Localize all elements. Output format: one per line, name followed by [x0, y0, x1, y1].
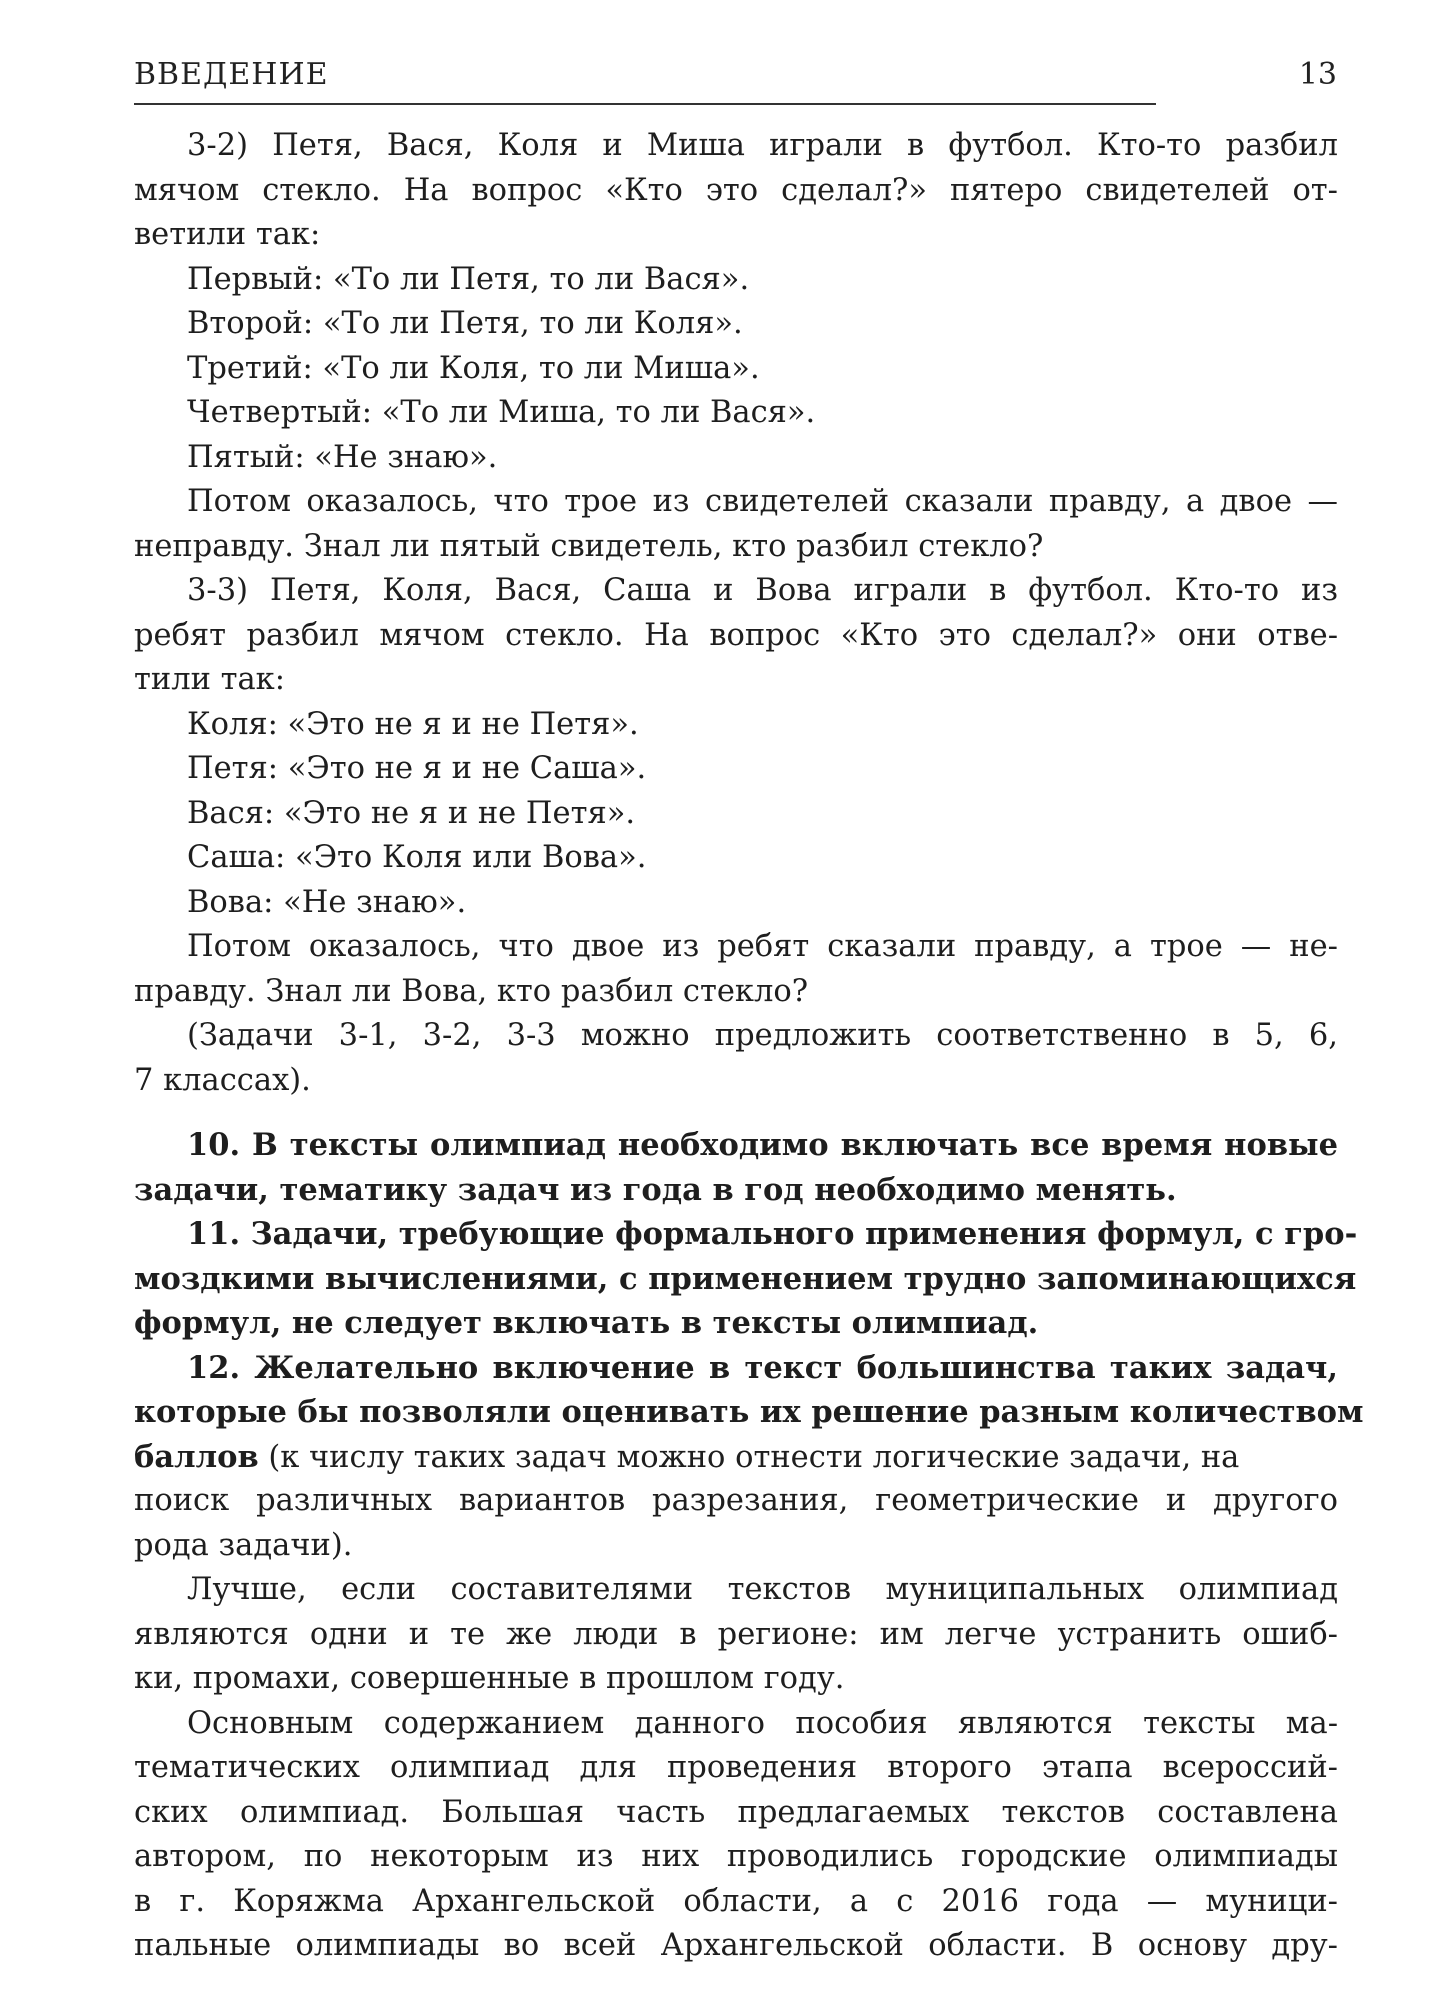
problem-3-2	[134, 124, 1338, 569]
text-line: 3-2) Петя, Вася, Коля и Миша играли в футбол. Кто-то разбил	[187, 128, 1338, 163]
witness-statement: Вася: «Это не я и не Петя».	[187, 795, 636, 831]
text-line: Основным содержанием данного пособия являются тексты ма-	[187, 1705, 1338, 1741]
bold-text-line: которые бы позволяли оценивать их решение разным количеством	[134, 1394, 1364, 1430]
rule-11	[134, 1212, 1358, 1346]
bold-word: баллов	[134, 1438, 259, 1475]
paragraph-authors	[134, 1568, 1338, 1702]
text-line: 7 классах).	[134, 1062, 311, 1098]
text-line: ветили так:	[134, 217, 321, 252]
bold-text-line: моздкими вычислениями, с применением трудно запоминающихся	[134, 1260, 1357, 1297]
paragraph-gap	[134, 1103, 1338, 1123]
text-line: Потом оказалось, что двое из ребят сказали правду, а трое — не-	[187, 929, 1338, 964]
bold-text-line: 11. Задачи, требующие формального применения формул, с гро-	[187, 1216, 1358, 1252]
problem-3-3	[134, 569, 1338, 1103]
witness-statement: Пятый: «Не знаю».	[187, 439, 498, 475]
text-line: тили так:	[134, 662, 285, 697]
mixed-text-line	[134, 1435, 1338, 1480]
header-divider	[134, 103, 1156, 105]
rule-12	[134, 1346, 1364, 1569]
text-line: в г. Коряжма Архангельской области, а с 2016 года — муници-	[134, 1883, 1338, 1919]
text-line: мячом стекло. На вопрос «Кто это сделал?» пятеро свидетелей от-	[134, 172, 1338, 208]
text-line: 3-3) Петя, Коля, Вася, Саша и Вова играли в футбол. Кто-то из	[187, 573, 1338, 608]
text-line: ских олимпиад. Большая часть предлагаемых текстов составлена	[134, 1794, 1338, 1830]
text-line: правду. Знал ли Вова, кто разбил стекло?	[134, 973, 809, 1009]
text-line: автором, по некоторым из них проводились городские олимпиады	[134, 1839, 1338, 1874]
running-header-title: ВВЕДЕНИЕ	[134, 57, 329, 92]
witness-statement: Третий: «То ли Коля, то ли Миша».	[187, 350, 760, 386]
text-line: поиск различных вариантов разрезания, геометрические и другого	[134, 1483, 1338, 1518]
witness-statement: Первый: «То ли Петя, то ли Вася».	[187, 261, 750, 297]
text-line: тематических олимпиад для проведения второго этапа всероссий-	[134, 1750, 1338, 1785]
bold-text-line: задачи, тематику задач из года в год необходимо менять.	[134, 1171, 1177, 1208]
witness-statement: Коля: «Это не я и не Петя».	[187, 706, 639, 742]
witness-statement: Петя: «Это не я и не Саша».	[187, 751, 647, 786]
text-line: ребят разбил мячом стекло. На вопрос «Кто это сделал?» они отве-	[134, 617, 1338, 653]
text-line: Потом оказалось, что трое из свидетелей сказали правду, а двое —	[187, 484, 1338, 519]
text-line: неправду. Знал ли пятый свидетель, кто разбил стекло?	[134, 528, 1044, 564]
page-number: 13	[1298, 57, 1337, 92]
text-line: ки, промахи, совершенные в прошлом году.	[134, 1661, 845, 1696]
page-body	[134, 124, 1364, 1969]
text-line: (Задачи 3-1, 3-2, 3-3 можно предложить соответственно в 5, 6,	[187, 1018, 1338, 1053]
bold-text-line: 10. В тексты олимпиад необходимо включать все время новые	[187, 1127, 1338, 1163]
rule-10	[134, 1123, 1338, 1212]
witness-statement: Саша: «Это Коля или Вова».	[187, 840, 647, 875]
witness-statement: Вова: «Не знаю».	[187, 884, 467, 920]
text-line: являются одни и те же люди в регионе: им легче устранить ошиб-	[134, 1616, 1338, 1652]
paragraph-main-content	[134, 1702, 1338, 1969]
text-line: пальные олимпиады во всей Архангельской области. В основу дру-	[134, 1928, 1338, 1963]
text-line: рода задачи).	[134, 1527, 353, 1563]
text-run: (к числу таких задач можно отнести логические задачи, на	[258, 1439, 1240, 1475]
bold-text-line: 12. Желательно включение в текст большинства таких задач,	[187, 1349, 1338, 1386]
witness-statement: Четвертый: «То ли Миша, то ли Вася».	[187, 395, 816, 430]
text-line: Лучше, если составителями текстов муниципальных олимпиад	[187, 1572, 1338, 1607]
bold-text-line: формул, не следует включать в тексты олимпиад.	[134, 1305, 1039, 1341]
witness-statement: Второй: «То ли Петя, то ли Коля».	[187, 306, 743, 341]
